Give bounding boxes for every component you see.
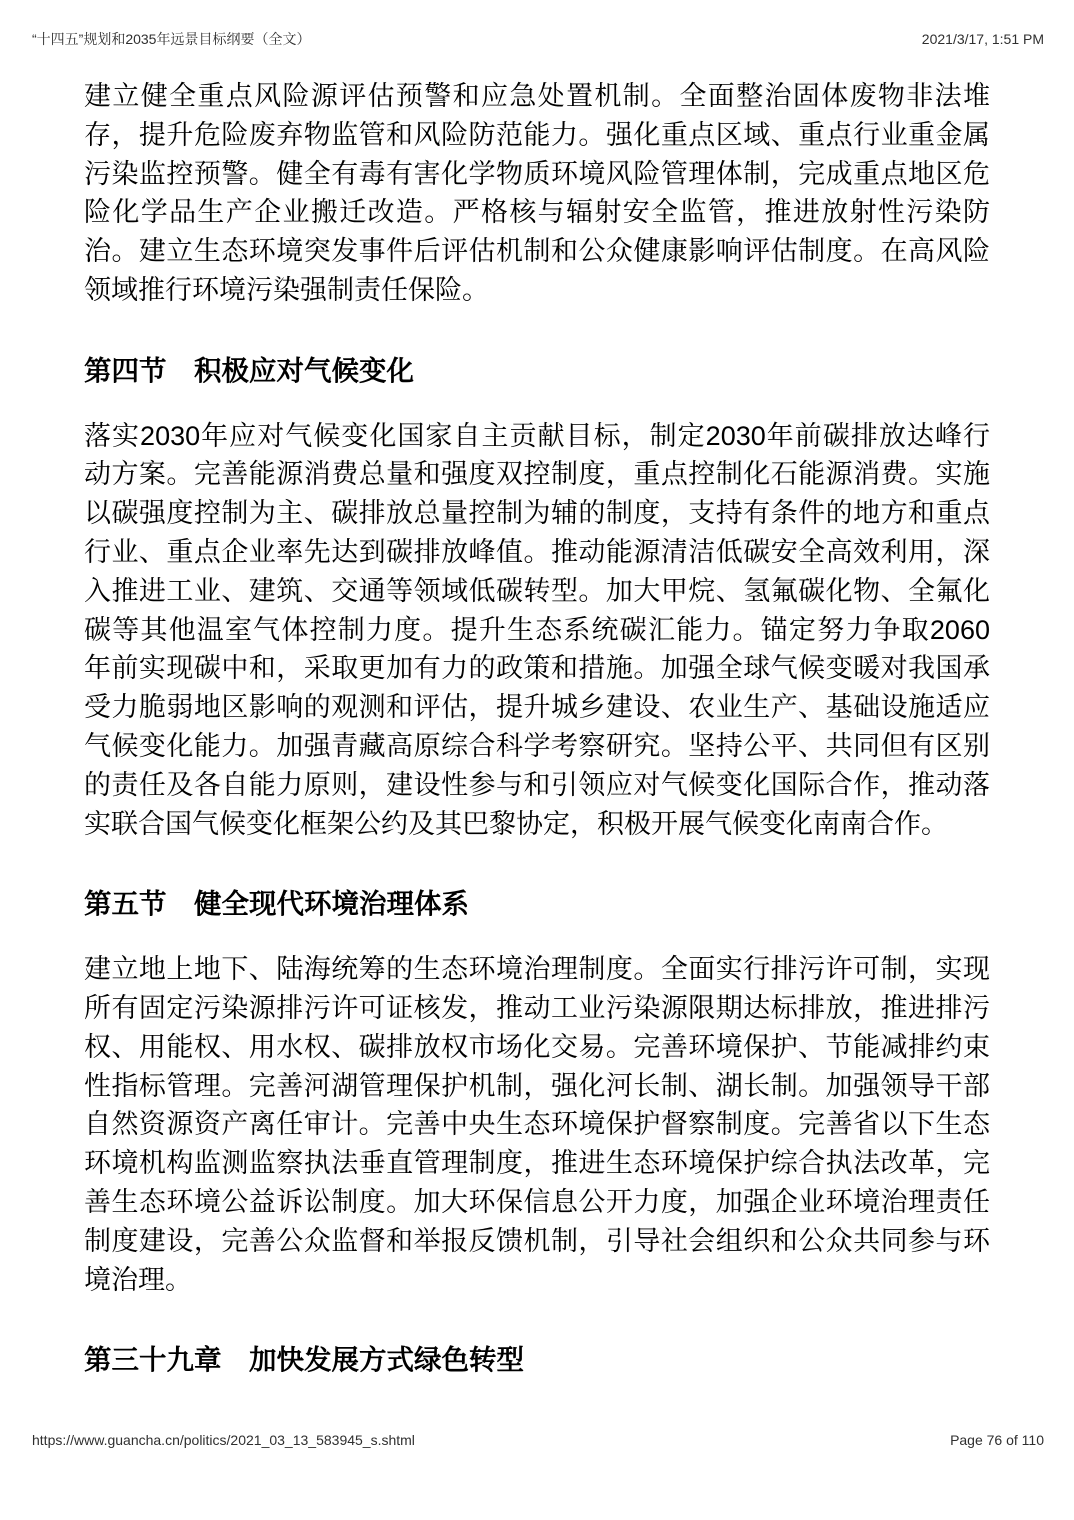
text-line: 入推进工业、建筑、交通等领域低碳转型。加大甲烷、氢氟碳化物、全氟化	[84, 575, 990, 606]
text-line: 所有固定污染源排污许可证核发，推动工业污染源限期达标排放，推进排污	[84, 992, 990, 1023]
text-line: 环境机构监测监察执法垂直管理制度，推进生态环境保护综合执法改革，完	[84, 1148, 990, 1179]
text-line: 善生态环境公益诉讼制度。加大环保信息公开力度，加强企业环境治理责任	[84, 1186, 990, 1217]
print-header	[32, 29, 1044, 49]
text-line: 险化学品生产企业搬迁改造。严格核与辐射安全监管，推进放射性污染防	[84, 197, 990, 228]
text-line: 行业、重点企业率先达到碳排放峰值。推动能源清洁低碳安全高效利用，深	[84, 536, 990, 567]
text-line: 境治理。	[84, 1264, 192, 1295]
section-heading-5: 第五节 健全现代环境治理体系	[84, 888, 469, 920]
page-indicator: Page 76 of 110	[950, 1432, 1044, 1448]
para-climate-change	[84, 417, 990, 844]
text-line: 年前实现碳中和，采取更加有力的政策和措施。加强全球气候变暖对我国承	[84, 653, 990, 684]
print-footer	[32, 1432, 1044, 1448]
text-line: 受力脆弱地区影响的观测和评估，提升城乡建设、农业生产、基础设施适应	[84, 692, 990, 723]
para-environment-governance	[84, 950, 990, 1299]
text-line: 以碳强度控制为主、碳排放总量控制为辅的制度，支持有条件的地方和重点	[84, 498, 990, 529]
text-line: 自然资源资产离任审计。完善中央生态环境保护督察制度。完善省以下生态	[84, 1109, 990, 1140]
text-line: 落实2030年应对气候变化国家自主贡献目标，制定2030年前碳排放达峰行	[84, 420, 990, 451]
text-line: 性指标管理。完善河湖管理保护机制，强化河长制、湖长制。加强领导干部	[84, 1070, 990, 1101]
text-line: 存，提升危险废弃物监管和风险防范能力。强化重点区域、重点行业重金属	[84, 119, 990, 150]
text-line: 权、用能权、用水权、碳排放权市场化交易。完善环境保护、节能减排约束	[84, 1031, 990, 1062]
source-url: https://www.guancha.cn/politics/2021_03_13_583945_s.shtml	[32, 1432, 415, 1448]
text-line: 碳等其他温室气体控制力度。提升生态系统碳汇能力。锚定努力争取2060	[84, 614, 990, 645]
text-line: 实联合国气候变化框架公约及其巴黎协定，积极开展气候变化南南合作。	[84, 808, 948, 839]
print-datetime: 2021/3/17, 1:51 PM	[921, 31, 1044, 47]
text-line: 气候变化能力。加强青藏高原综合科学考察研究。坚持公平、共同但有区别	[84, 730, 990, 761]
text-line: 动方案。完善能源消费总量和强度双控制度，重点控制化石能源消费。实施	[84, 459, 990, 490]
section-heading-4: 第四节 积极应对气候变化	[84, 354, 414, 386]
text-line: 制度建设，完善公众监督和举报反馈机制，引导社会组织和公众共同参与环	[84, 1225, 990, 1256]
text-line: 的责任及各自能力原则，建设性参与和引领应对气候变化国际合作，推动落	[84, 769, 990, 800]
text-line: 污染监控预警。健全有毒有害化学物质环境风险管理体制，完成重点地区危	[84, 158, 990, 189]
text-line: 治。建立生态环境突发事件后评估机制和公众健康影响评估制度。在高风险	[84, 236, 990, 267]
text-line: 领域推行环境污染强制责任保险。	[84, 274, 489, 305]
text-line: 建立健全重点风险源评估预警和应急处置机制。全面整治固体废物非法堆	[84, 81, 990, 111]
document-content	[84, 77, 990, 1406]
para-risk-prevention	[84, 77, 990, 310]
text-line: 建立地上地下、陆海统筹的生态环境治理制度。全面实行排污许可制，实现	[84, 954, 990, 985]
document-title: “十四五”规划和2035年远景目标纲要（全文）	[32, 31, 311, 47]
chapter-heading-39: 第三十九章 加快发展方式绿色转型	[84, 1344, 524, 1376]
